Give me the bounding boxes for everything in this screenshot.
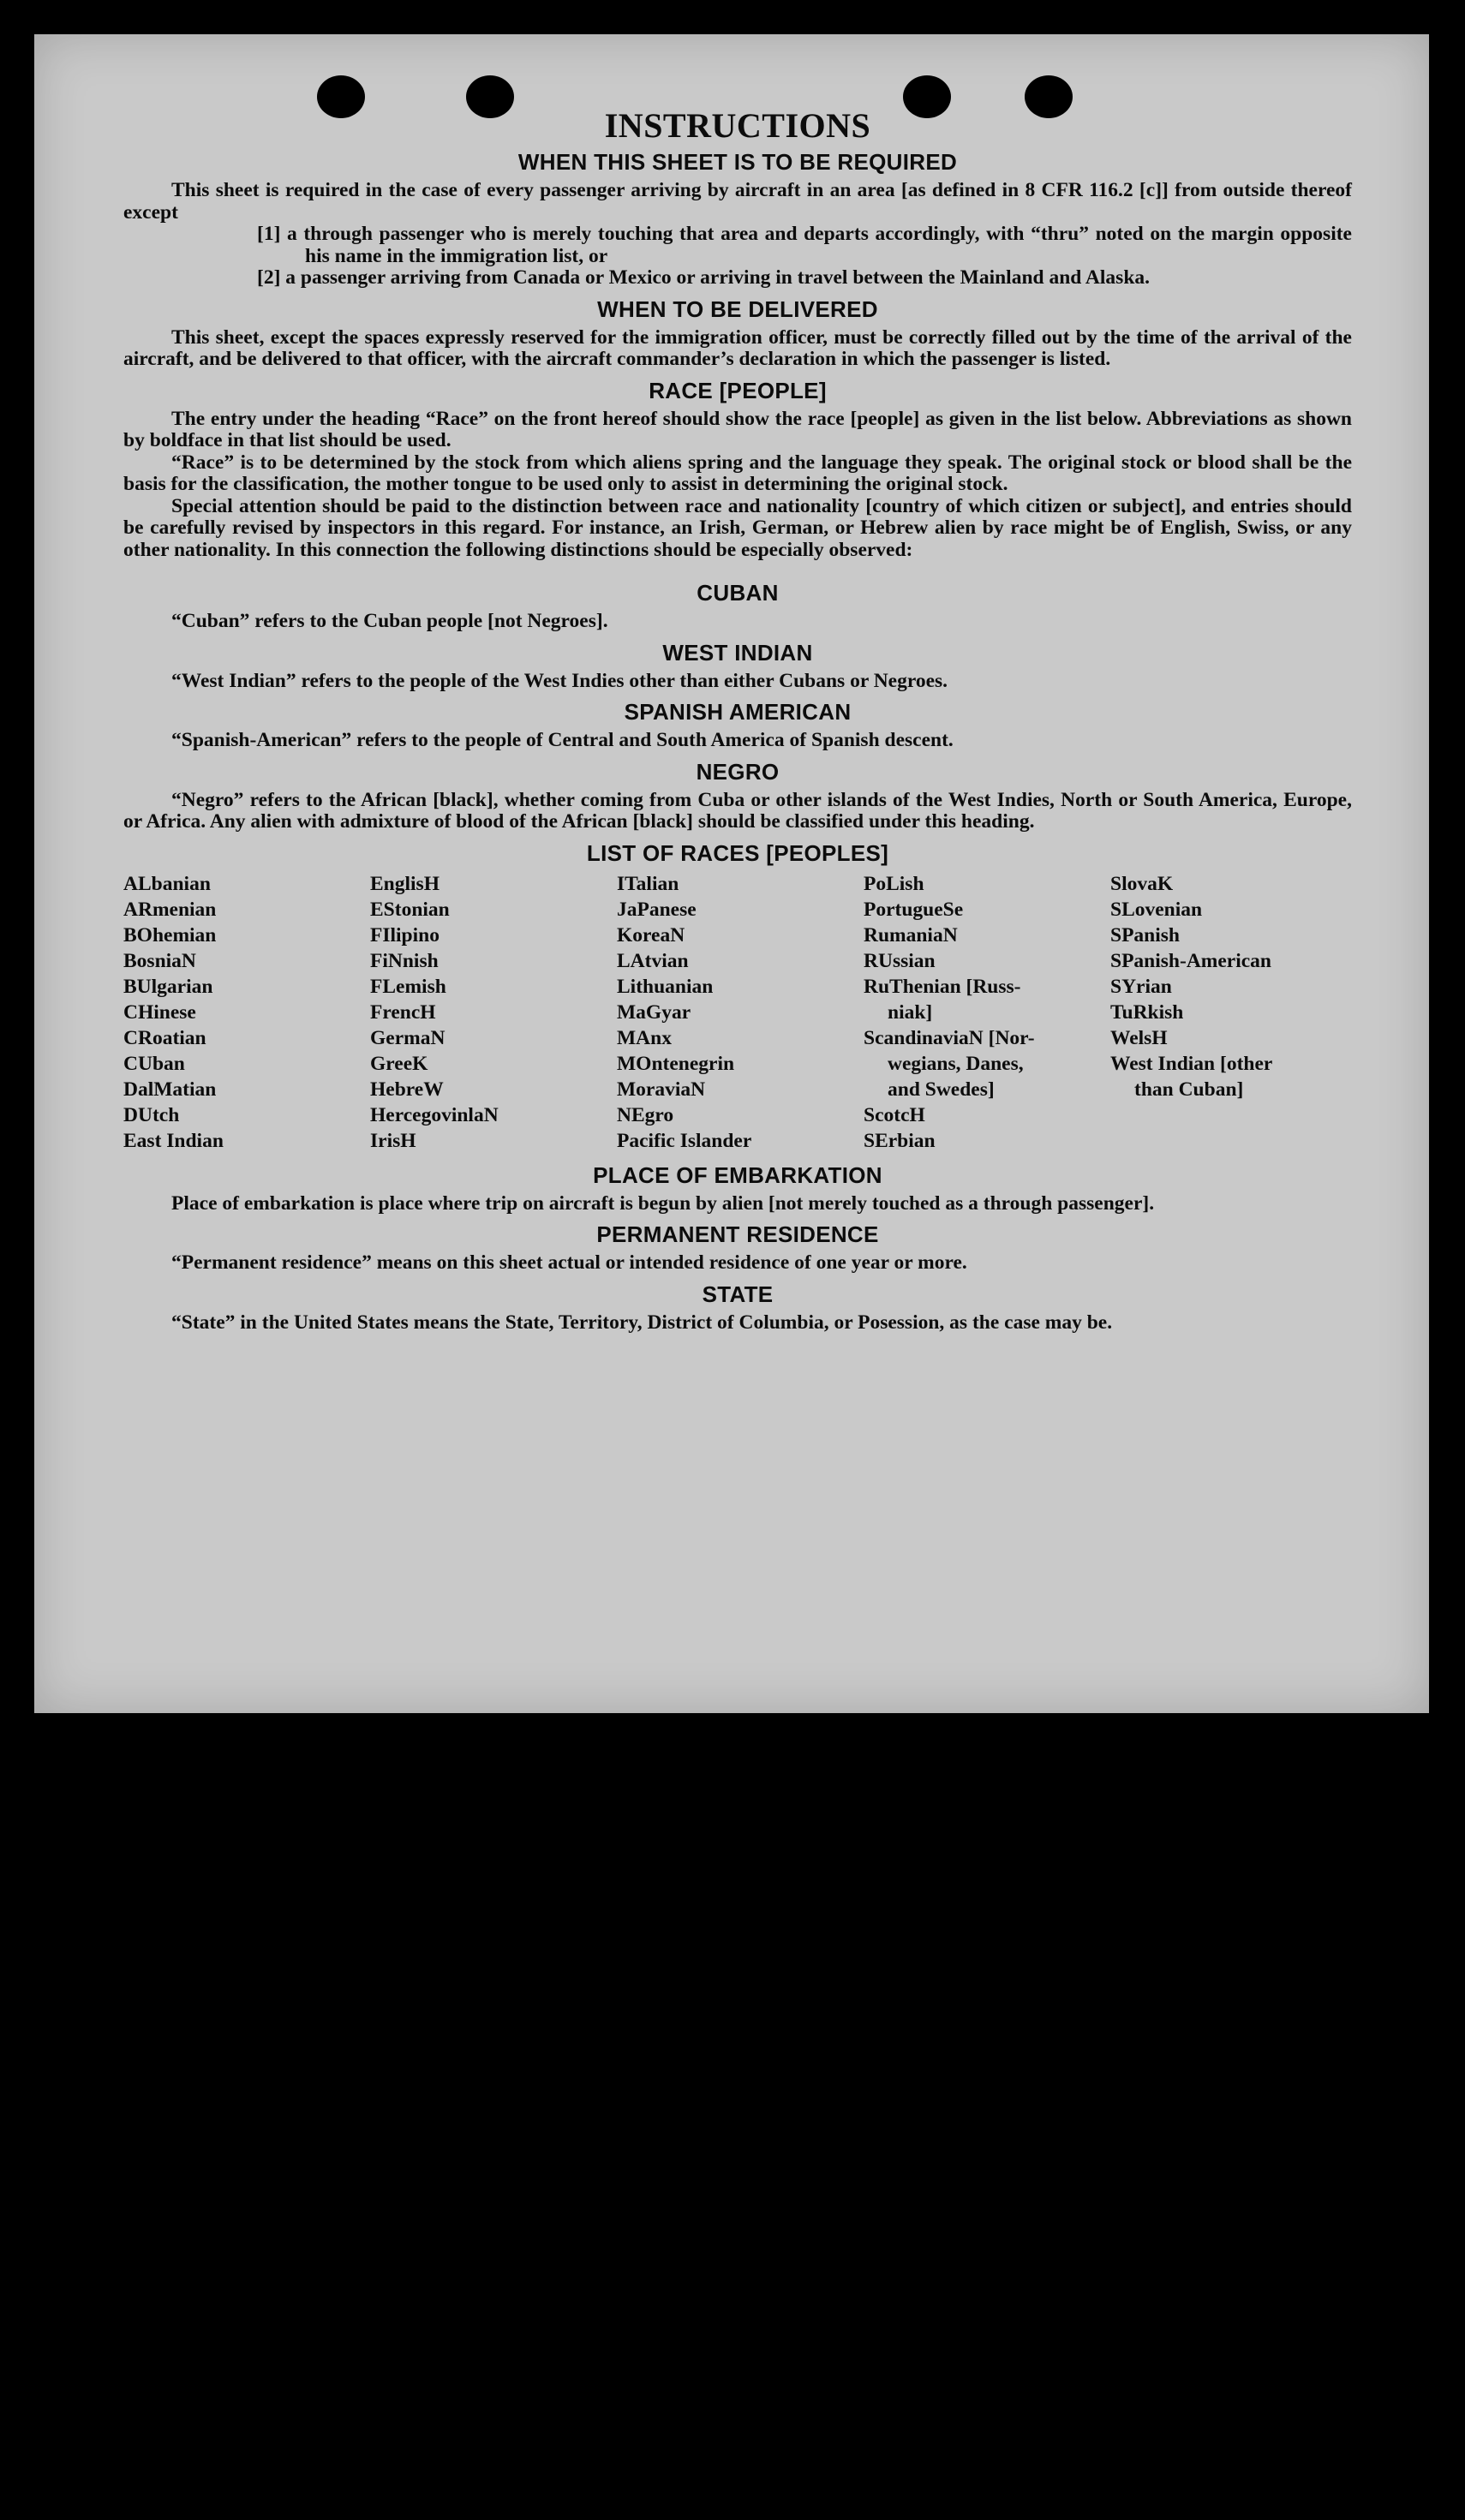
race-item: SPanish: [1110, 923, 1180, 946]
race-item: FiNnish: [370, 949, 439, 972]
heading-when-required: WHEN THIS SHEET IS TO BE REQUIRED: [517, 149, 958, 175]
race-item: MoraviaN: [617, 1078, 706, 1101]
punch-hole: [903, 75, 951, 118]
race-paragraph-2: “Race” is to be determined by the stock from which aliens spring and the language they speak. The original stock or blood shall be the basis for the classification, the mother tongue to be used only to assist in determining the original stock.: [123, 451, 1352, 495]
race-item: HercegovinlaN: [370, 1103, 499, 1126]
race-paragraph-3: Special attention should be paid to the distinction between race and nationality [country of which citizen or subject], and entries should be carefully revised by inspectors in this regard. For instance, an Irish, German, or Hebrew alien by race might be of English, Swiss, or any other nationality. In this connection the following distinctions should be especially observed:: [123, 494, 1352, 561]
heading-permanent-residence: PERMANENT RESIDENCE: [596, 1221, 879, 1247]
race-item-continued: wegians, Danes,: [888, 1052, 1024, 1075]
race-item: GermaN: [370, 1026, 445, 1049]
west-indian-text: “West Indian” refers to the people of the West Indies other than either Cubans or Negroes.: [171, 669, 948, 692]
heading-place-of-embarkation: PLACE OF EMBARKATION: [593, 1161, 882, 1188]
race-item: SYrian: [1110, 975, 1172, 998]
race-item: BosniaN: [123, 949, 196, 972]
race-item: PoLish: [864, 872, 924, 895]
races-column-4: [864, 871, 1110, 1154]
race-item: FLemish: [370, 975, 446, 998]
race-item: EStonian: [370, 898, 450, 921]
spanish-american-text: “Spanish-American” refers to the people of Central and South America of Spanish descent.: [171, 729, 954, 751]
races-list: [123, 871, 1352, 1154]
punch-hole: [317, 75, 365, 118]
race-item: HebreW: [370, 1078, 444, 1101]
race-paragraph-1: The entry under the heading “Race” on the front hereof should show the race [people] as given in the list below. Abbreviations as shown by boldface in that list should be used.: [123, 407, 1352, 451]
race-item: TuRkish: [1110, 1000, 1184, 1024]
race-item: MOntenegrin: [617, 1052, 735, 1075]
race-item: BUlgarian: [123, 975, 213, 998]
heading-when-delivered: WHEN TO BE DELIVERED: [597, 296, 878, 322]
race-item: GreeK: [370, 1052, 428, 1075]
race-item: FrencH: [370, 1000, 436, 1024]
race-item: EnglisH: [370, 872, 440, 895]
race-item: East Indian: [123, 1129, 224, 1152]
heading-west-indian: WEST INDIAN: [662, 639, 813, 666]
race-item-continued: niak]: [888, 1000, 933, 1024]
race-item: ScotcH: [864, 1103, 925, 1126]
race-item: ITalian: [617, 872, 679, 895]
race-item-continued: and Swedes]: [888, 1078, 995, 1101]
heading-cuban: CUBAN: [697, 580, 779, 606]
heading-negro: NEGRO: [696, 758, 780, 785]
punch-hole: [1025, 75, 1073, 118]
race-item: ARmenian: [123, 898, 217, 921]
race-item: MAnx: [617, 1026, 672, 1049]
race-item: LAtvian: [617, 949, 689, 972]
race-item: SlovaK: [1110, 872, 1174, 895]
race-item: IrisH: [370, 1129, 416, 1152]
race-item: Lithuanian: [617, 975, 714, 998]
embarkation-text: Place of embarkation is place where trip on aircraft is begun by alien [not merely touched as a through passenger].: [171, 1191, 1155, 1215]
race-item: BOhemian: [123, 923, 217, 946]
race-item: WelsH: [1110, 1026, 1168, 1049]
race-item: DalMatian: [123, 1078, 217, 1101]
race-item: KoreaN: [617, 923, 685, 946]
race-item: JaPanese: [617, 898, 697, 921]
races-column-2: [370, 871, 617, 1154]
race-item: CRoatian: [123, 1026, 206, 1049]
race-item: SLovenian: [1110, 898, 1203, 921]
race-item: SPanish-American: [1110, 949, 1271, 972]
heading-list-of-races: LIST OF RACES [PEOPLES]: [586, 839, 889, 866]
race-item: SErbian: [864, 1129, 936, 1152]
cuban-text: “Cuban” refers to the Cuban people [not Negroes].: [171, 610, 608, 632]
negro-text: “Negro” refers to the African [black], whether coming from Cuba or other islands of the West Indies, North or South America, Europe, or Africa. Any alien with admixture of blood of the African [black] should be classified under this heading.: [123, 788, 1352, 833]
race-item: RuThenian [Russ-: [864, 975, 1021, 998]
races-column-1: [123, 871, 370, 1154]
race-item-continued: than Cuban]: [1134, 1078, 1244, 1101]
instruction-sheet: [34, 34, 1429, 1713]
race-item: RUssian: [864, 949, 936, 972]
residence-text: “Permanent residence” means on this sheet actual or intended residence of one year or more.: [171, 1251, 967, 1274]
race-item: CUban: [123, 1052, 185, 1075]
heading-state: STATE: [702, 1281, 774, 1307]
race-item: Pacific Islander: [617, 1129, 752, 1152]
race-item: ScandinaviaN [Nor-: [864, 1026, 1035, 1049]
race-item: MaGyar: [617, 1000, 691, 1024]
state-text: “State” in the United States means the State, Territory, District of Columbia, or Posession, as the case may be.: [171, 1311, 1113, 1334]
race-item: PortugueSe: [864, 898, 964, 921]
races-column-3: [617, 871, 864, 1154]
heading-spanish-american: SPANISH AMERICAN: [624, 699, 852, 725]
race-item: West Indian [other: [1110, 1052, 1273, 1075]
delivered-text: This sheet, except the spaces expressly reserved for the immigration officer, must be correctly filled out by the time of the arrival of the aircraft, and be delivered to that officer, with the aircraft commander’s declaration in which the passenger is listed.: [123, 325, 1352, 370]
race-item: DUtch: [123, 1103, 180, 1126]
required-item-1: [1] a through passenger who is merely touching that area and departs accordingly, with “thru” noted on the margin opposite his name in the immigration list, or: [257, 223, 1352, 267]
race-item: ALbanian: [123, 872, 211, 895]
page-title: INSTRUCTIONS: [604, 106, 871, 145]
race-item: FIlipino: [370, 923, 440, 946]
race-item: CHinese: [123, 1000, 196, 1024]
punch-hole: [466, 75, 514, 118]
races-column-5: [1110, 871, 1367, 1154]
heading-race: RACE [PEOPLE]: [649, 377, 827, 403]
race-item: RumaniaN: [864, 923, 958, 946]
race-item: NEgro: [617, 1103, 674, 1126]
required-item-2: [2] a passenger arriving from Canada or Mexico or arriving in travel between the Mainland and Alaska.: [257, 266, 1151, 289]
required-intro: This sheet is required in the case of every passenger arriving by aircraft in an area [as defined in 8 CFR 116.2 [c]] from outside thereof except: [123, 179, 1352, 224]
